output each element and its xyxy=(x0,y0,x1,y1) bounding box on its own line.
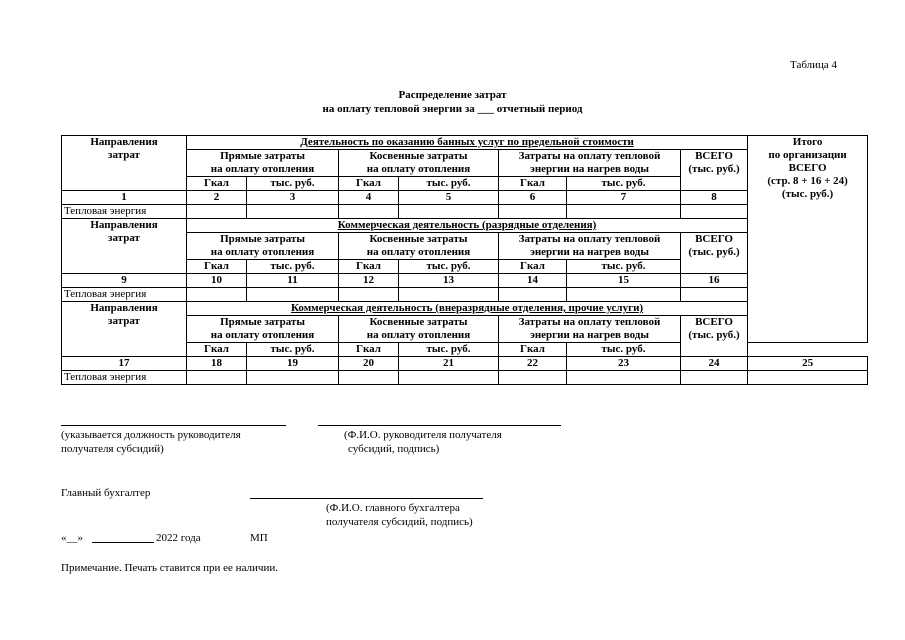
col-num: 19 xyxy=(247,357,339,371)
section-3-title: Коммерческая деятельность (внеразрядные отделения, прочие услуги) xyxy=(187,302,748,316)
col-num: 12 xyxy=(339,274,399,288)
col-num: 1 xyxy=(62,191,187,205)
unit-trub: тыс. руб. xyxy=(399,260,499,274)
col-num: 17 xyxy=(62,357,187,371)
doc-title-line1: Распределение затрат xyxy=(398,89,507,101)
table-header-row xyxy=(62,136,868,150)
column-numbers-row xyxy=(62,357,868,371)
table-row xyxy=(62,371,868,385)
column-numbers-row xyxy=(62,191,868,205)
total-header: ВСЕГО (тыс. руб.) xyxy=(681,233,748,274)
date-year: 2022 года xyxy=(156,532,201,544)
col-num: 6 xyxy=(499,191,567,205)
unit-trub: тыс. руб. xyxy=(567,177,681,191)
unit-gcal: Гкал xyxy=(339,177,399,191)
table-number: Таблица 4 xyxy=(790,59,838,71)
unit-trub: тыс. руб. xyxy=(567,260,681,274)
direct-costs-header: Прямые затраты на оплату отопления xyxy=(187,150,339,177)
cost-distribution-table xyxy=(61,135,868,385)
total-header: ВСЕГО (тыс. руб.) xyxy=(681,316,748,357)
table-row xyxy=(62,288,868,302)
col-num: 13 xyxy=(399,274,499,288)
dir-header-cell: Направления затрат xyxy=(62,302,187,357)
col-num: 11 xyxy=(247,274,339,288)
indirect-costs-header: Косвенные затраты на оплату отопления xyxy=(339,233,499,260)
col-num: 7 xyxy=(567,191,681,205)
unit-gcal: Гкал xyxy=(187,260,247,274)
direct-costs-header: Прямые затраты на оплату отопления xyxy=(187,316,339,343)
position-signature-line xyxy=(61,425,286,426)
total-header: ВСЕГО (тыс. руб.) xyxy=(681,150,748,191)
note: Примечание. Печать ставится при ее наличии. xyxy=(61,562,278,574)
column-numbers-row xyxy=(62,274,868,288)
unit-trub: тыс. руб. xyxy=(567,343,681,357)
col-num: 24 xyxy=(681,357,748,371)
date-quote: «__» xyxy=(61,532,83,544)
position-caption: (указывается должность руководителя получателя субсидий) xyxy=(61,429,241,455)
unit-trub: тыс. руб. xyxy=(247,343,339,357)
col-num: 22 xyxy=(499,357,567,371)
col-num: 8 xyxy=(681,191,748,205)
unit-gcal: Гкал xyxy=(339,343,399,357)
col-num: 23 xyxy=(567,357,681,371)
unit-gcal: Гкал xyxy=(499,260,567,274)
col-num: 21 xyxy=(399,357,499,371)
doc-title-line2: на оплату тепловой энергии за ___ отчетный период xyxy=(322,103,583,115)
section-1-title: Деятельность по оказанию банных услуг по предельной стоимости xyxy=(187,136,748,150)
dir-header-cell: Направления затрат xyxy=(62,219,187,274)
date-month-line xyxy=(92,542,154,543)
col-num: 15 xyxy=(567,274,681,288)
water-costs-header: Затраты на оплату тепловой энергии на нагрев воды xyxy=(499,233,681,260)
unit-trub: тыс. руб. xyxy=(247,260,339,274)
section-2-title: Коммерческая деятельность (разрядные отделения) xyxy=(187,219,748,233)
row-label: Тепловая энергия xyxy=(62,205,187,219)
col-num: 3 xyxy=(247,191,339,205)
fio-signature-line xyxy=(318,425,561,426)
unit-gcal: Гкал xyxy=(339,260,399,274)
direct-costs-header: Прямые затраты на оплату отопления xyxy=(187,233,339,260)
water-costs-header: Затраты на оплату тепловой энергии на нагрев воды xyxy=(499,316,681,343)
row-label: Тепловая энергия xyxy=(62,288,187,302)
unit-gcal: Гкал xyxy=(499,177,567,191)
chief-signature-line xyxy=(250,498,483,499)
chief-fio-caption: (Ф.И.О. главного бухгалтера получателя субсидий, подпись) xyxy=(326,502,473,528)
col-num: 16 xyxy=(681,274,748,288)
indirect-costs-header: Косвенные затраты на оплату отопления xyxy=(339,316,499,343)
unit-trub: тыс. руб. xyxy=(247,177,339,191)
col-num: 20 xyxy=(339,357,399,371)
unit-trub: тыс. руб. xyxy=(399,343,499,357)
col-num: 9 xyxy=(62,274,187,288)
fio-caption: (Ф.И.О. руководителя получателя субсидий, подпись) xyxy=(344,429,502,455)
col-num: 18 xyxy=(187,357,247,371)
col-num: 10 xyxy=(187,274,247,288)
chief-accountant-label: Главный бухгалтер xyxy=(61,487,151,499)
unit-gcal: Гкал xyxy=(187,177,247,191)
stamp-place: МП xyxy=(250,532,268,544)
col-num: 25 xyxy=(748,357,868,371)
itogo-cell: Итого по организации ВСЕГО (стр. 8 + 16 + 24) (тыс. руб.) xyxy=(748,136,868,343)
dir-header-cell: Направления затрат xyxy=(62,136,187,191)
table-row xyxy=(62,205,868,219)
col-num: 14 xyxy=(499,274,567,288)
water-costs-header: Затраты на оплату тепловой энергии на нагрев воды xyxy=(499,150,681,177)
row-label: Тепловая энергия xyxy=(62,371,187,385)
col-num: 4 xyxy=(339,191,399,205)
unit-gcal: Гкал xyxy=(187,343,247,357)
col-num: 5 xyxy=(399,191,499,205)
unit-trub: тыс. руб. xyxy=(399,177,499,191)
indirect-costs-header: Косвенные затраты на оплату отопления xyxy=(339,150,499,177)
col-num: 2 xyxy=(187,191,247,205)
unit-gcal: Гкал xyxy=(499,343,567,357)
